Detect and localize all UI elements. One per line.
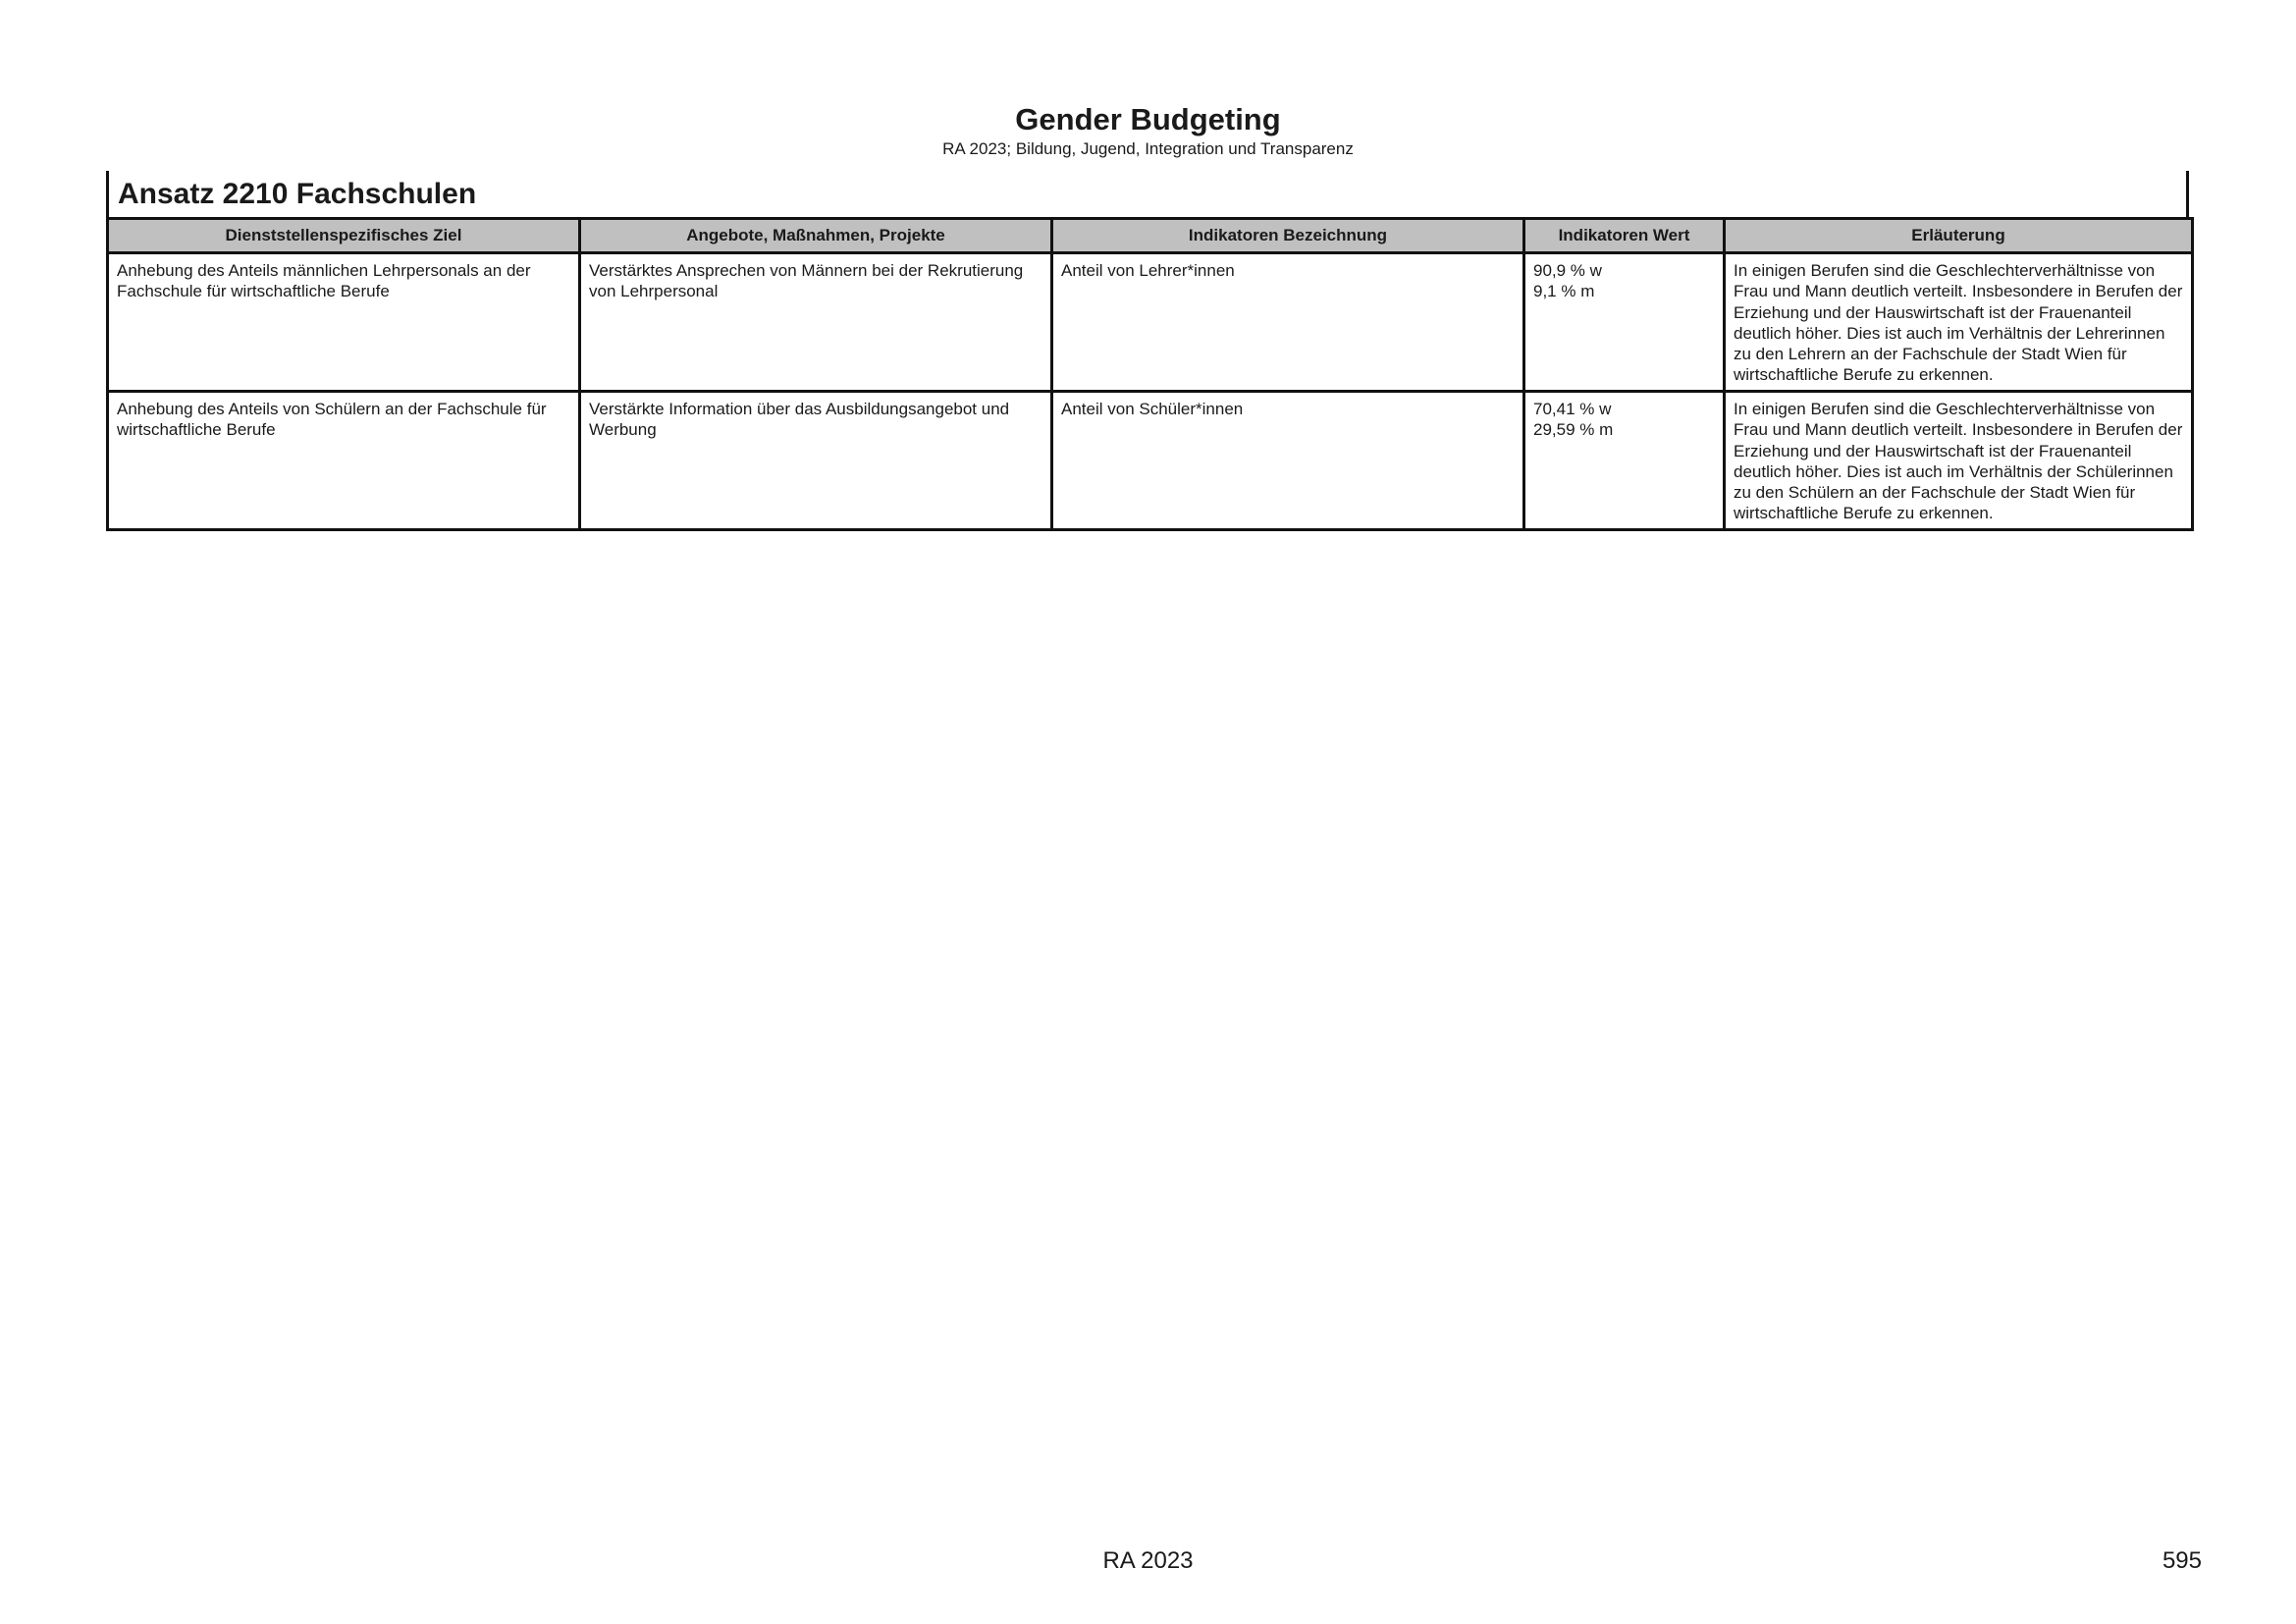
section-title: Ansatz 2210 Fachschulen	[118, 178, 477, 210]
cell-indikator-bezeichnung: Anteil von Lehrer*innen	[1052, 253, 1524, 392]
section-header	[106, 171, 2189, 218]
cell-indikator-wert: 90,9 % w 9,1 % m	[1524, 253, 1725, 392]
cell-erlaeuterung: In einigen Berufen sind die Geschlechterverhältnisse von Frau und Mann deutlich verteilt. Insbesondere in Berufen der Erziehung und der Hauswirtschaft ist der Frauenanteil deutlich höher. Dies ist auch im Verhältnis der Schülerinnen zu den Schülern an der Fachschule der Stadt Wien für wirtschaftliche Berufe zu erkennen.	[1725, 392, 2193, 530]
table-header-row	[108, 219, 2193, 253]
column-header-indikator-bezeichnung: Indikatoren Bezeichnung	[1052, 219, 1524, 253]
table-row	[108, 392, 2193, 530]
cell-erlaeuterung: In einigen Berufen sind die Geschlechterverhältnisse von Frau und Mann deutlich verteilt. Insbesondere in Berufen der Erziehung und der Hauswirtschaft ist der Frauenanteil deutlich höher. Dies ist auch im Verhältnis der Lehrerinnen zu den Lehrern an der Fachschule der Stadt Wien für wirtschaftliche Berufe zu erkennen.	[1725, 253, 2193, 392]
cell-massnahmen: Verstärktes Ansprechen von Männern bei der Rekrutierung von Lehrpersonal	[580, 253, 1052, 392]
cell-indikator-wert: 70,41 % w 29,59 % m	[1524, 392, 1725, 530]
table-row	[108, 253, 2193, 392]
footer-label: RA 2023	[1102, 1547, 1194, 1574]
cell-ziel: Anhebung des Anteils männlichen Lehrpersonals an der Fachschule für wirtschaftliche Berufe	[108, 253, 580, 392]
cell-massnahmen: Verstärkte Information über das Ausbildungsangebot und Werbung	[580, 392, 1052, 530]
cell-indikator-bezeichnung: Anteil von Schüler*innen	[1052, 392, 1524, 530]
page-title: Gender Budgeting	[1015, 102, 1281, 136]
page-subtitle: RA 2023; Bildung, Jugend, Integration und Transparenz	[942, 139, 1354, 158]
gender-budgeting-table	[106, 217, 2194, 531]
column-header-indikator-wert: Indikatoren Wert	[1524, 219, 1725, 253]
column-header-ziel: Dienststellenspezifisches Ziel	[108, 219, 580, 253]
cell-ziel: Anhebung des Anteils von Schülern an der Fachschule für wirtschaftliche Berufe	[108, 392, 580, 530]
page-number: 595	[2162, 1547, 2202, 1574]
column-header-massnahmen: Angebote, Maßnahmen, Projekte	[580, 219, 1052, 253]
column-header-erlaeuterung: Erläuterung	[1725, 219, 2193, 253]
